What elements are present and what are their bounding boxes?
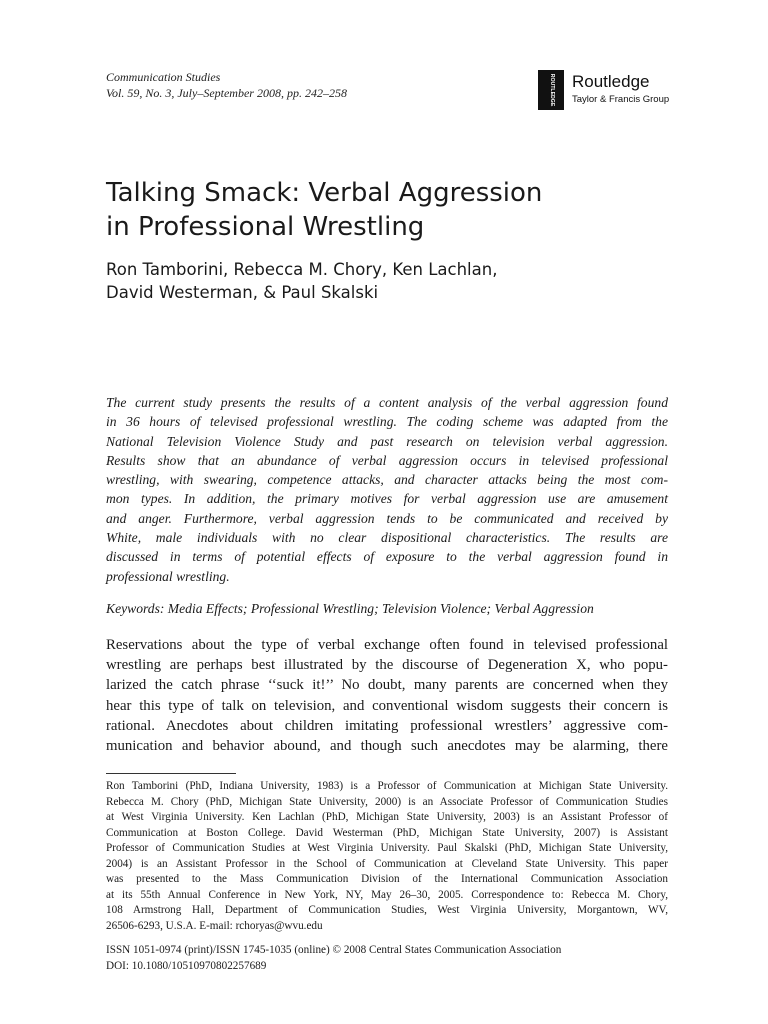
abstract-line: professional wrestling. — [106, 568, 230, 584]
footnote-line: Professor of Communication Studies at West Virginia University. Paul Skalski (PhD, Michigan State University, — [106, 842, 668, 854]
journal-name: Communication Studies — [106, 70, 221, 84]
abstract — [106, 393, 668, 586]
footnote-line: 2004) is an Assistant Professor in the School of Communication at Cleveland State University. This paper — [106, 857, 668, 870]
issn-line: ISSN 1051-0974 (print)/ISSN 1745-1035 (online) © 2008 Central States Communication Association — [106, 944, 562, 956]
footnote-line: at West Virginia University. Ken Lachlan (PhD, Michigan State University, 2003) is an Assistant Professor of — [106, 811, 668, 823]
body-line: hear this type of talk on television, and conventional wisdom suggests their concern is — [106, 697, 668, 714]
abstract-line: mon types. In addition, the primary motives for verbal aggression use are amusement — [106, 491, 668, 507]
publisher-name: Routledge — [572, 72, 650, 91]
publisher-group: Taylor & Francis Group — [572, 94, 670, 105]
author-footnote — [106, 779, 668, 934]
body-line: munication and behavior abound, and though such anecdotes may be alarming, there — [106, 738, 668, 755]
footnote-line: was presented to the Mass Communication Division of the International Communication Association — [106, 873, 668, 885]
title-line: in Professional Wrestling — [106, 212, 425, 242]
article-authors — [106, 258, 686, 304]
abstract-line: Results show that an abundance of verbal aggression occurs in televised professional — [106, 452, 668, 468]
author-line: David Westerman, & Paul Skalski — [106, 283, 379, 302]
publication-info — [106, 942, 668, 974]
doi-line[interactable]: DOI: 10.1080/10510970802257689 — [106, 960, 267, 972]
routledge-logo-icon — [538, 70, 564, 110]
footnote-divider — [106, 773, 236, 774]
body-line: Reservations about the type of verbal exchange often found in televised professional — [106, 637, 668, 653]
article-title — [106, 176, 686, 244]
footnote-line: 26506-6293, U.S.A. E-mail: rchoryas@wvu.edu — [106, 919, 323, 932]
abstract-line: White, male individuals with no clear dispositional characteristics. The results are — [106, 530, 668, 546]
abstract-line: wrestling, with swearing, competence attacks, and character attacks being the most com- — [106, 472, 668, 488]
body-line: wrestling are perhaps best illustrated by the discourse of Degeneration X, who popu- — [106, 657, 668, 674]
abstract-line: discussed in terms of potential effects of exposure to the verbal aggression found in — [106, 549, 668, 565]
journal-issue: Vol. 59, No. 3, July–September 2008, pp. 242–258 — [106, 86, 347, 100]
author-line: Ron Tamborini, Rebecca M. Chory, Ken Lachlan, — [106, 260, 498, 279]
body-line: larized the catch phrase ‘‘suck it!’’ No doubt, many parents are concerned when they — [106, 677, 668, 694]
body-paragraph — [106, 635, 668, 756]
footnote-line: Rebecca M. Chory (PhD, Michigan State University, 2000) is an Associate Professor of Communication Studies — [106, 795, 668, 808]
svg-text:ROUTLEDGE: ROUTLEDGE — [549, 73, 555, 107]
abstract-line: in 36 hours of televised professional wrestling. The coding scheme was adapted from the — [106, 414, 668, 430]
footnote-line: at its 55th Annual Conference in New York, NY, May 26–30, 2005. Correspondence to: Rebecca M. Chory, — [106, 888, 668, 901]
title-line: Talking Smack: Verbal Aggression — [106, 178, 543, 208]
abstract-line: and anger. Furthermore, verbal aggression tends to be communicated and received by — [106, 510, 668, 526]
abstract-line: The current study presents the results of a content analysis of the verbal aggression found — [106, 395, 668, 410]
abstract-line: National Television Violence Study and past research on television verbal aggression. — [106, 433, 668, 449]
footnote-line: 108 Armstrong Hall, Department of Communication Studies, West Virginia University, Morgantown, WV, — [106, 904, 668, 916]
body-line: rational. Anecdotes about children imitating professional wrestlers’ aggressive com- — [106, 717, 668, 734]
footnote-line: Communication at Boston College. David Westerman (PhD, Michigan State University, 2007) is Assistant — [106, 826, 668, 839]
footnote-line: Ron Tamborini (PhD, Indiana University, 1983) is a Professor of Communication at Michigan State University. — [106, 780, 668, 792]
publisher-logo — [538, 70, 678, 110]
journal-citation — [106, 69, 347, 101]
keywords: Keywords: Media Effects; Professional Wrestling; Television Violence; Verbal Aggression — [106, 601, 594, 616]
